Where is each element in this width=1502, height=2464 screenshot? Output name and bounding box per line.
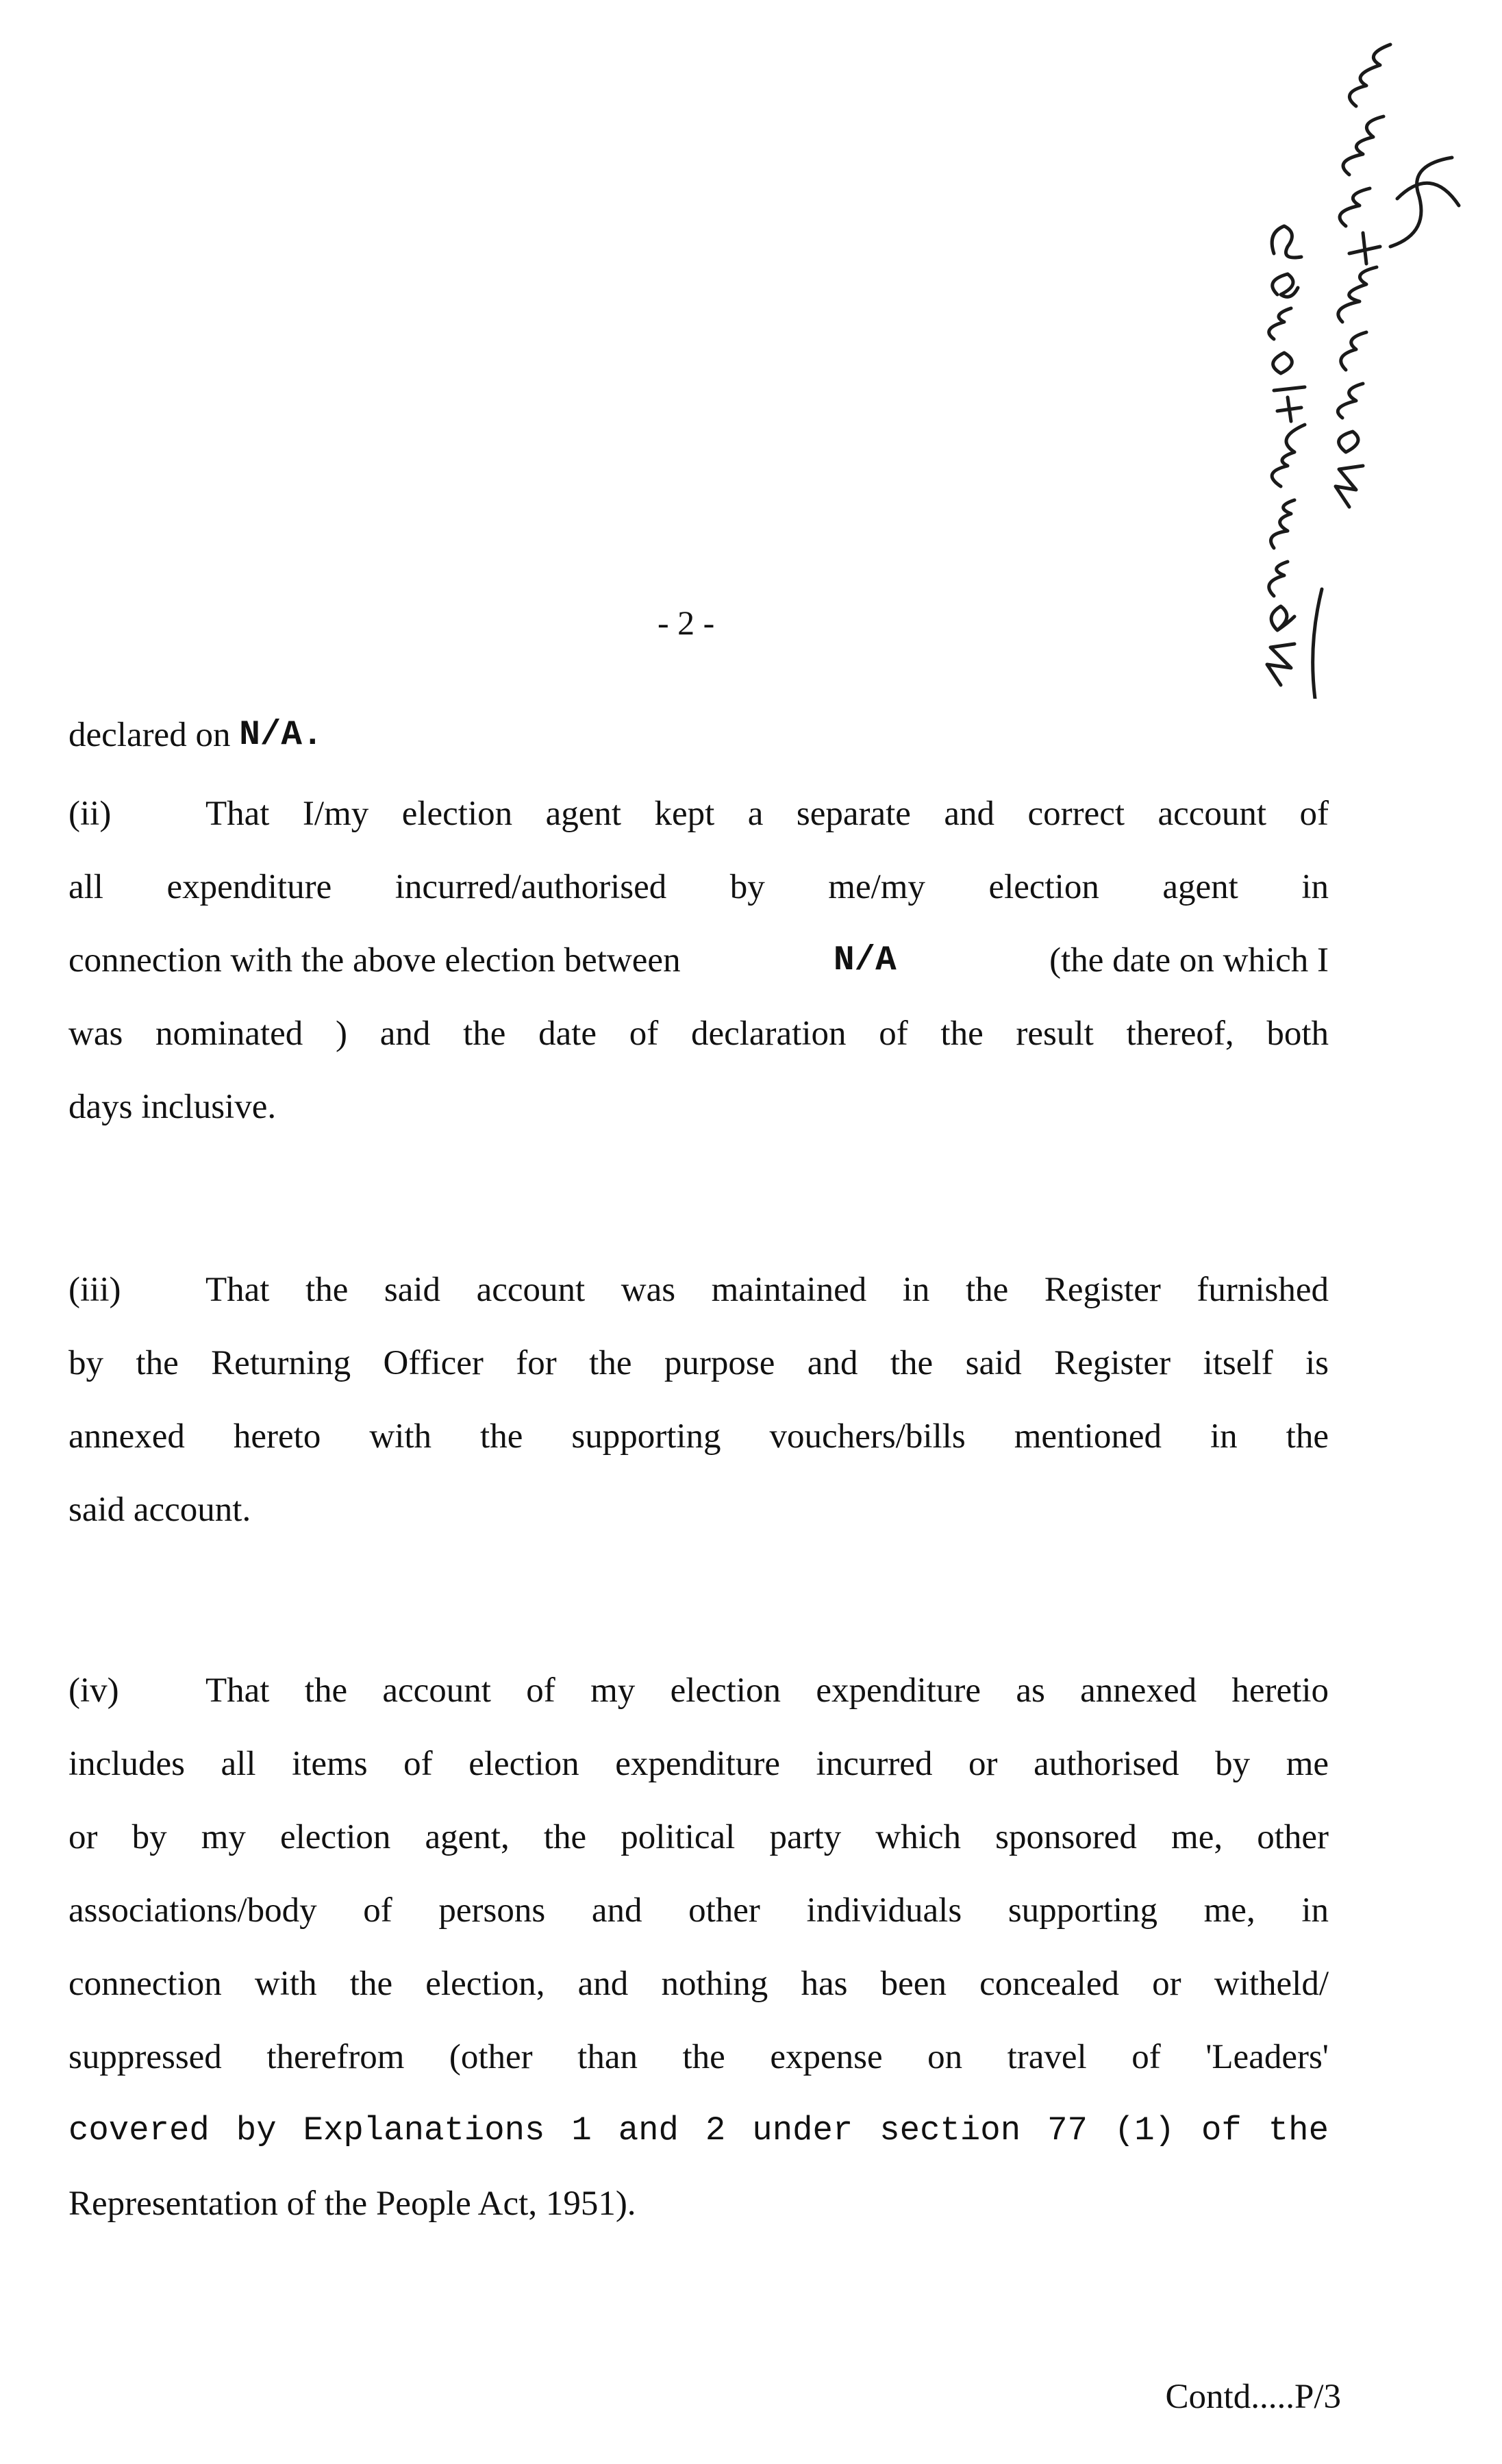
page-number: - 2 - [658, 603, 715, 642]
paragraph-line: all expenditure incurred/authorised by me/my election agent in [68, 868, 1329, 906]
paragraph-marker: (iv) [68, 1671, 119, 1710]
paragraph-line: or by my election agent, the political party which sponsored me, other [68, 1818, 1329, 1856]
paragraph-line-pre: connection with the above election between [68, 941, 681, 980]
paragraph-line: was nominated ) and the date of declaration of the result thereof, both [68, 1015, 1329, 1053]
paragraph-line: days inclusive. [68, 1088, 277, 1126]
handwritten-signature [1253, 27, 1479, 699]
opening-value: N/A. [239, 716, 323, 755]
paragraph-line: That the account of my election expenditure as annexed heretio [205, 1671, 1329, 1710]
paragraph-line: Representation of the People Act, 1951). [68, 2185, 636, 2223]
paragraph-marker: (iii) [68, 1271, 121, 1309]
paragraph-ii [68, 777, 1329, 1144]
paragraph-line: connection with the election, and nothing has been concealed or witheld/ [68, 1965, 1329, 2003]
continued-marker: Contd.....P/3 [1165, 2378, 1341, 2416]
paragraph-line-wrap [68, 851, 1329, 924]
opening-line [68, 699, 1329, 772]
paragraph-iii [68, 1254, 1329, 1547]
paragraph-line: covered by Explanations 1 and 2 under section 77 (1) of the [68, 2111, 1329, 2150]
paragraph-line: includes all items of election expenditure incurred or authorised by me [68, 1745, 1329, 1783]
paragraph-line: by the Returning Officer for the purpose and the said Register itself is [68, 1344, 1329, 1382]
paragraph-line: associations/body of persons and other individuals supporting me, in [68, 1891, 1329, 1930]
paragraph-marker: (ii) [68, 795, 112, 833]
paragraph-line: said account. [68, 1491, 251, 1529]
paragraph-line: suppressed therefrom (other than the expense on travel of 'Leaders' [68, 2038, 1329, 2076]
paragraph-iv [68, 1654, 1329, 2241]
paragraph-line: That I/my election agent kept a separate and correct account of [205, 795, 1329, 833]
paragraph-line: That the said account was maintained in the Register furnished [205, 1271, 1329, 1309]
paragraph-line-post: (the date on which I [1049, 941, 1329, 980]
paragraph-line: annexed hereto with the supporting vouchers/bills mentioned in the [68, 1417, 1329, 1456]
paragraph-value: N/A [833, 941, 897, 980]
opening-text: declared on [68, 716, 231, 754]
